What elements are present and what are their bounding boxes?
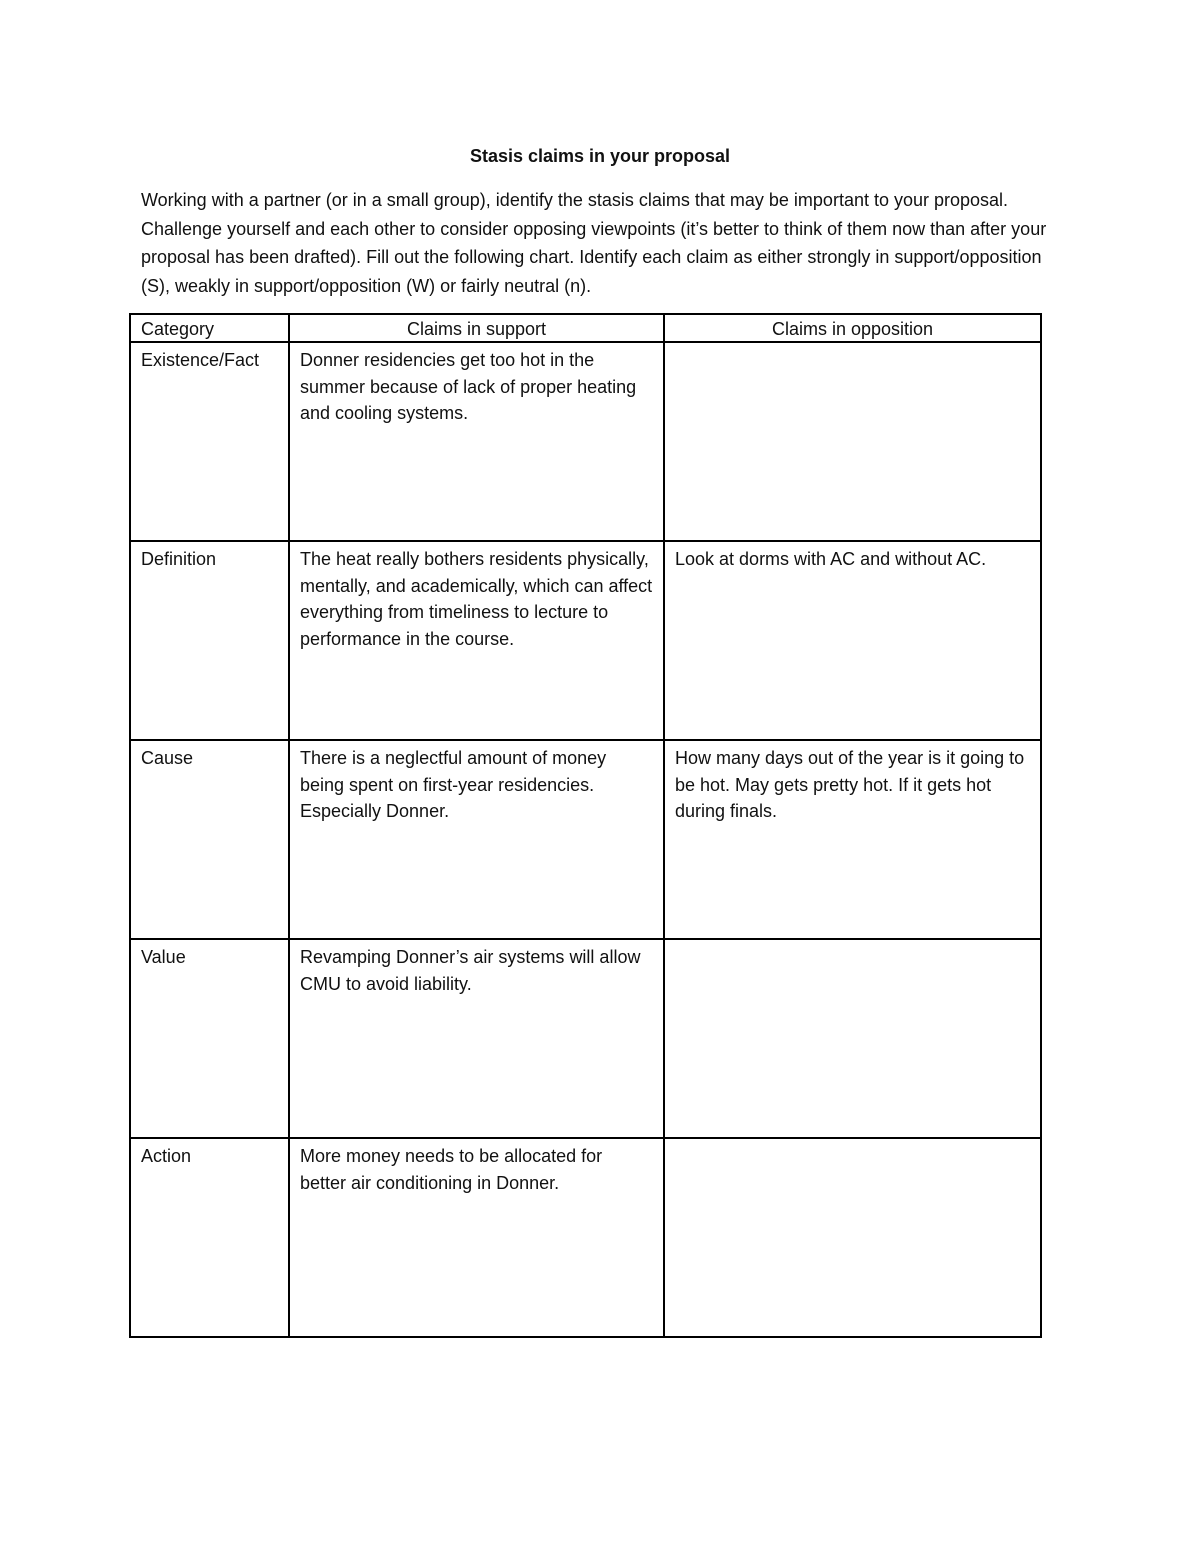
support-cell: More money needs to be allocated for better air conditioning in Donner. bbox=[289, 1138, 664, 1337]
table-row-existence-fact bbox=[130, 342, 1041, 541]
instructions-paragraph: Working with a partner (or in a small group), identify the stasis claims that may be important to your proposal. Challenge yourself and each other to consider opposing viewpoints (it’s better to think of them now than after your proposal has been drafted). Fill out the following chart. Identify each claim as either strongly in support/opposition (S), weakly in support/opposition (W) or fairly neutral (n). bbox=[141, 190, 1047, 296]
table-row-action bbox=[130, 1138, 1041, 1337]
support-cell: The heat really bothers residents physically, mentally, and academically, which can affect everything from timeliness to lecture to performance in the course. bbox=[289, 541, 664, 740]
header-claims-in-opposition: Claims in opposition bbox=[664, 314, 1041, 342]
opposition-cell bbox=[664, 1138, 1041, 1337]
support-cell: Revamping Donner’s air systems will allow CMU to avoid liability. bbox=[289, 939, 664, 1138]
page-title: Stasis claims in your proposal bbox=[469, 146, 731, 166]
opposition-cell: Look at dorms with AC and without AC. bbox=[664, 541, 1041, 740]
category-cell: Definition bbox=[130, 541, 289, 740]
header-category: Category bbox=[130, 314, 289, 342]
opposition-cell bbox=[664, 939, 1041, 1138]
support-cell: There is a neglectful amount of money being spent on first-year residencies. Especially Donner. bbox=[289, 740, 664, 939]
opposition-cell: How many days out of the year is it going to be hot. May gets pretty hot. If it gets hot during finals. bbox=[664, 740, 1041, 939]
category-cell: Existence/Fact bbox=[130, 342, 289, 541]
opposition-cell bbox=[664, 342, 1041, 541]
table-row-value bbox=[130, 939, 1041, 1138]
category-cell: Cause bbox=[130, 740, 289, 939]
category-cell: Value bbox=[130, 939, 289, 1138]
category-cell: Action bbox=[130, 1138, 289, 1337]
table-row-definition bbox=[130, 541, 1041, 740]
table-header-row bbox=[130, 314, 1041, 342]
header-claims-in-support: Claims in support bbox=[289, 314, 664, 342]
support-cell: Donner residencies get too hot in the summer because of lack of proper heating and cooling systems. bbox=[289, 342, 664, 541]
table-row-cause bbox=[130, 740, 1041, 939]
stasis-claims-table bbox=[129, 313, 1042, 1338]
